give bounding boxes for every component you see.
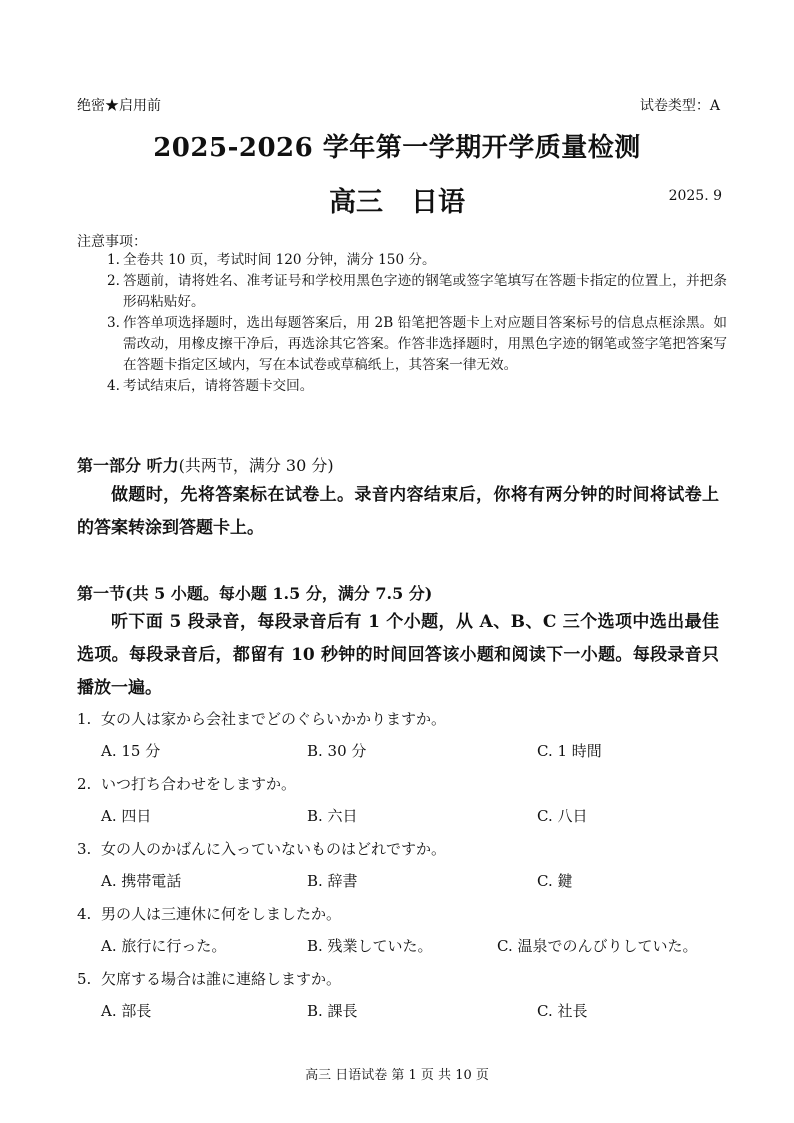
question-number: 1. (77, 710, 92, 728)
note-text: 作答单项选择题时，选出每题答案后，用 2B 铅笔把答题卡上对应题目答案标号的信息点框涂黑。如需改动，用橡皮擦干净后，再选涂其它答案。作答非选择题时，用黑色字迹的钢笔或签字笔把答案写在答题卡指定区域内，写在本试卷或草稿纸上，其答案一律无效。 (123, 315, 727, 373)
question-number: 4. (77, 905, 92, 923)
part1-heading-bold: 第一部分 听力 (77, 456, 179, 475)
note-number: 1. (107, 252, 120, 268)
notes-heading: 注意事项： (77, 234, 147, 250)
section1-instruction: 听下面 5 段录音，每段录音后有 1 个小题，从 A、B、C 三个选项中选出最佳选项。每段录音后，都留有 10 秒钟的时间回答该小题和阅读下一小题。每段录音只播放一遍。 (77, 612, 719, 698)
option-b: B. 残業していた。 (307, 937, 433, 955)
option-c: C. 温泉でのんびりしていた。 (497, 937, 698, 955)
note-item (107, 250, 727, 271)
part1-instruction: 做题时，先将答案标在试卷上。录音内容结束后，你将有两分钟的时间将试卷上的答案转涂到答题卡上。 (77, 485, 719, 538)
question-stem (77, 708, 446, 729)
option-b: B. 辞書 (307, 872, 358, 890)
question-text: いつ打ち合わせをしますか。 (101, 775, 297, 793)
note-text: 全卷共 10 页，考试时间 120 分钟，满分 150 分。 (123, 252, 436, 268)
option-c: C. 1 時間 (537, 742, 602, 760)
question-text: 女の人のかばんに入っていないものはどれですか。 (101, 840, 447, 858)
page-footer: 高三 日语试卷 第 1 页 共 10 页 (305, 1068, 489, 1083)
option-b: B. 課長 (307, 1002, 358, 1020)
notes-list (107, 250, 727, 397)
note-item (107, 376, 727, 397)
option-a: A. 部長 (101, 1002, 152, 1020)
note-number: 3. (107, 315, 120, 331)
subtitle-subject: 日语 (411, 187, 465, 218)
part1-heading-rest: (共两节，满分 30 分) (178, 456, 334, 475)
option-b: B. 六日 (307, 807, 358, 825)
exam-title: 2025-2026 学年第一学期开学质量检测 (153, 133, 641, 163)
note-text: 答题前，请将姓名、准考证号和学校用黑色字迹的钢笔或签字笔填写在答题卡指定的位置上，并把条形码粘贴好。 (123, 273, 727, 310)
question-number: 5. (77, 970, 92, 988)
question-stem (77, 838, 446, 859)
option-c: C. 社長 (537, 1002, 588, 1020)
question-stem (77, 773, 296, 794)
question-number: 2. (77, 775, 92, 793)
note-item (107, 313, 727, 376)
question-text: 女の人は家から会社までどのぐらいかかりますか。 (101, 710, 447, 728)
option-a: A. 旅行に行った。 (101, 937, 227, 955)
option-c: C. 鍵 (537, 872, 573, 890)
option-a: A. 15 分 (101, 742, 161, 760)
question-number: 3. (77, 840, 92, 858)
exam-date: 2025. 9 (668, 188, 722, 204)
paper-type-label: 试卷类型：A (639, 98, 720, 114)
option-c: C. 八日 (537, 807, 588, 825)
option-a: A. 四日 (101, 807, 152, 825)
question-text: 欠席する場合は誰に連絡しますか。 (101, 970, 342, 988)
confidential-label: 绝密★启用前 (77, 98, 161, 114)
subtitle-grade: 高三 (329, 187, 383, 218)
option-b: B. 30 分 (307, 742, 367, 760)
section1-heading: 第一节(共 5 小题。每小题 1.5 分，满分 7.5 分) (77, 584, 433, 603)
option-a: A. 携帯電話 (101, 872, 182, 890)
question-stem (77, 903, 341, 924)
question-text: 男の人は三連休に何をしましたか。 (101, 905, 342, 923)
note-text: 考试结束后，请将答题卡交回。 (123, 378, 314, 394)
note-number: 2. (107, 273, 120, 289)
note-item (107, 271, 727, 313)
part1-heading (77, 453, 334, 476)
question-stem (77, 968, 341, 989)
note-number: 4. (107, 378, 120, 394)
